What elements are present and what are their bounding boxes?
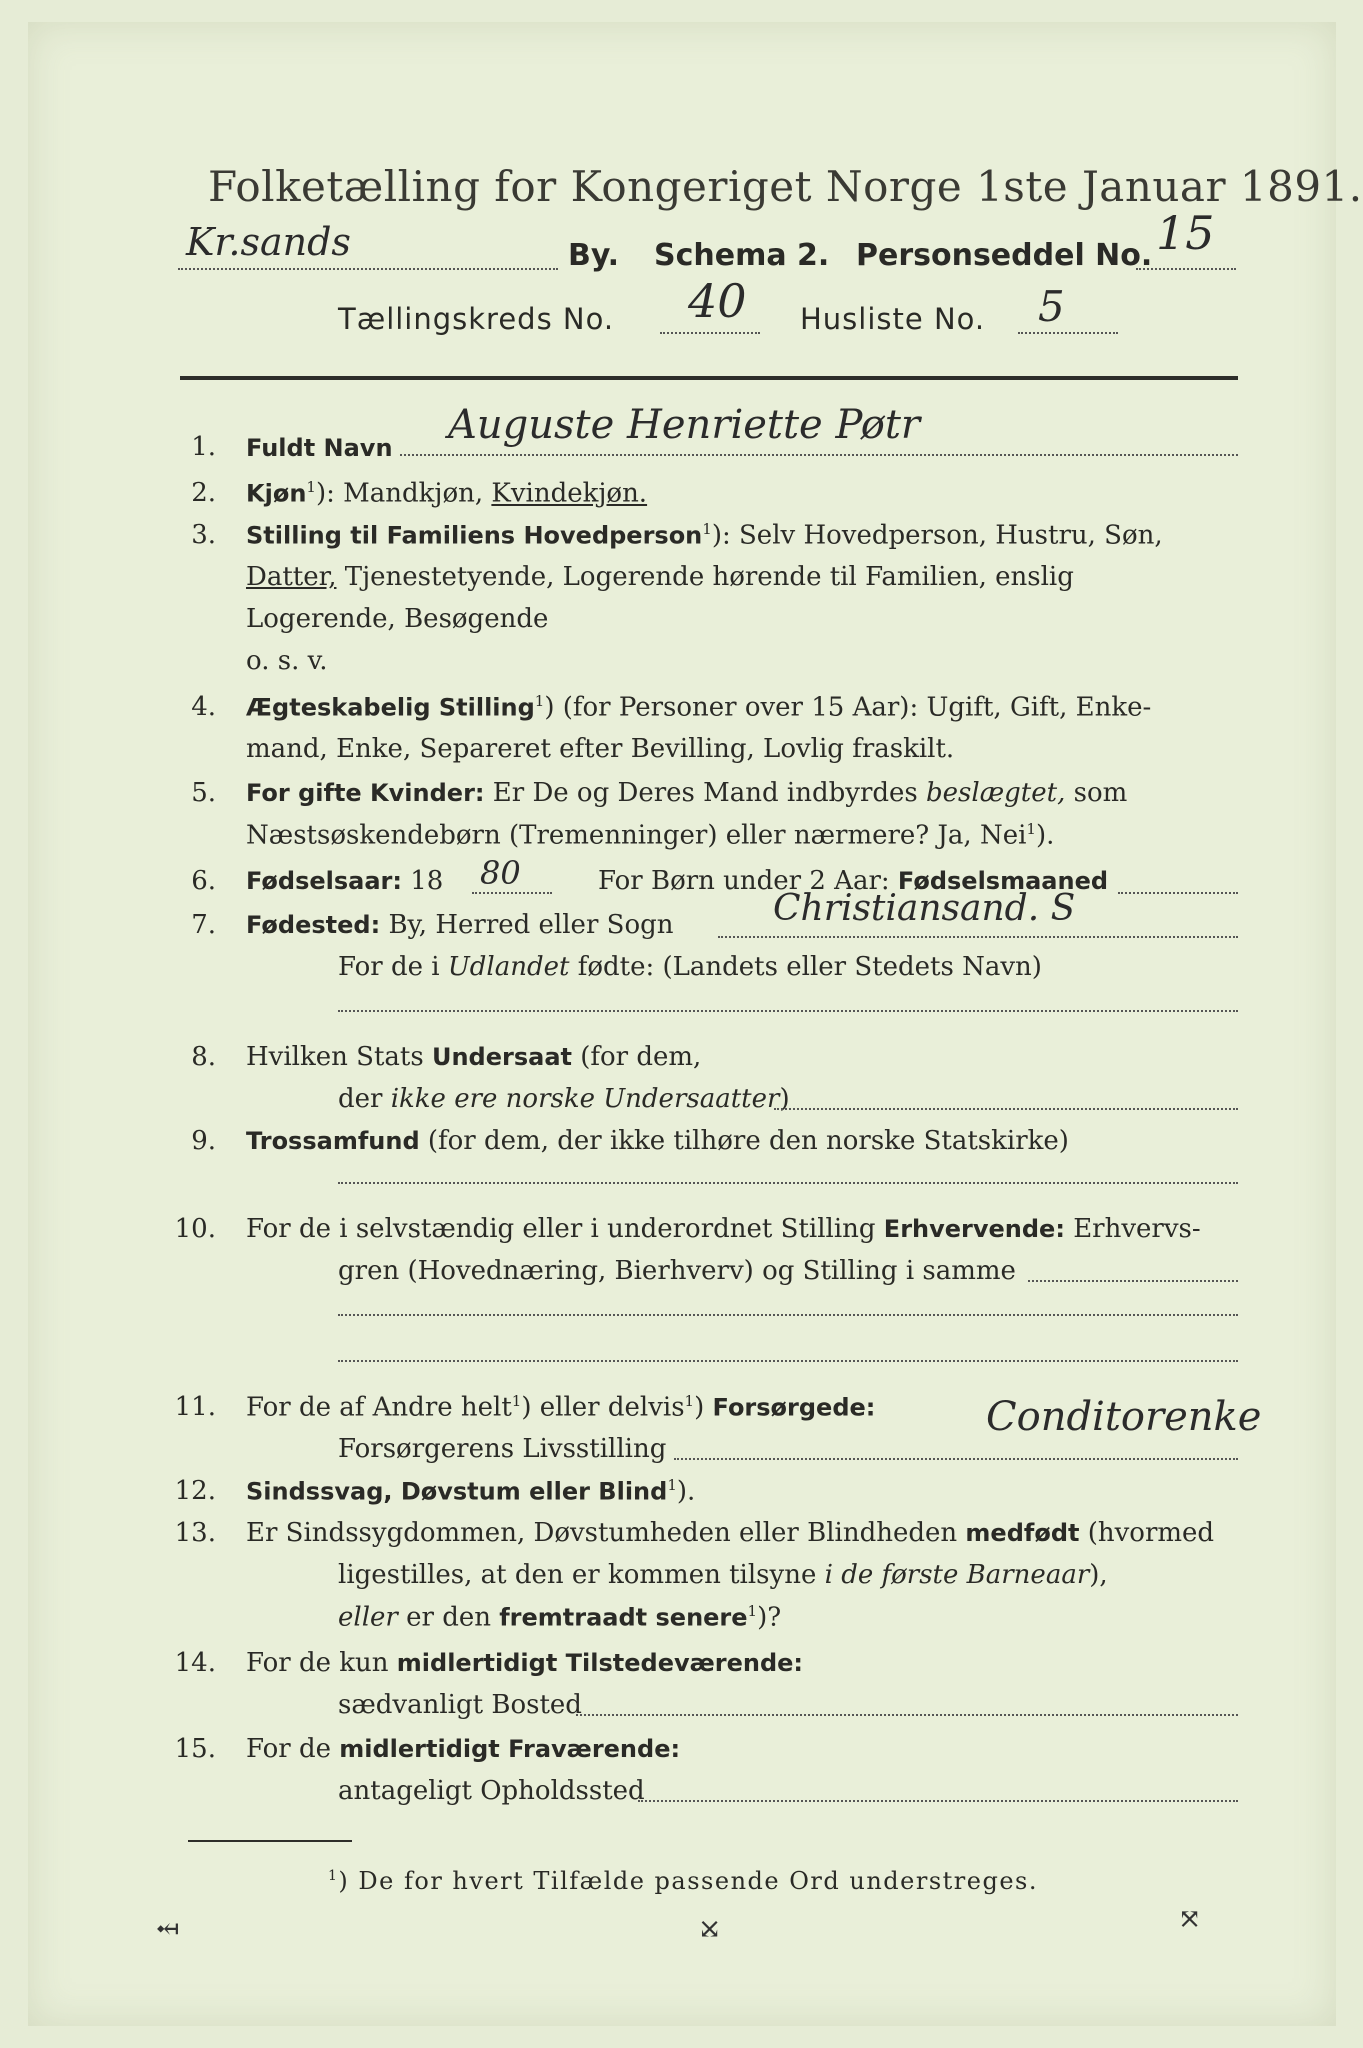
q5-line2-end: ).	[1035, 820, 1055, 851]
q11-sup-2: 1	[684, 1392, 695, 1410]
q7-foreign-dotted-line	[338, 1010, 1238, 1012]
q7-dotted-line	[718, 936, 1238, 938]
husliste-dotted-line	[1018, 332, 1118, 334]
q13-label2: fremtraadt senere	[499, 1603, 748, 1632]
q11-line1	[246, 1392, 875, 1423]
q10-number: 10.	[174, 1214, 216, 1244]
taellingskreds-label: Tællingskreds No.	[338, 302, 615, 336]
form-title: Folketælling for Kongeriget Norge 1ste Januar 1891.	[208, 162, 1363, 211]
q11-line1-a: For de af Andre helt	[246, 1392, 512, 1423]
q8-number: 8.	[191, 1042, 216, 1072]
q3-line2	[246, 562, 1074, 592]
q13-line3-a: er den	[397, 1602, 500, 1633]
q5-number: 5.	[191, 778, 216, 808]
q13-line2-italic: i de første Barneaar	[824, 1560, 1090, 1590]
q6-month-dotted-line	[1118, 892, 1238, 894]
q8-line2-b: )	[779, 1084, 790, 1114]
q8-line1-a: Hvilken Stats	[246, 1042, 432, 1072]
q3-line1	[246, 520, 1163, 551]
husliste-number: 5	[1038, 282, 1065, 331]
q1-number: 1.	[191, 432, 216, 462]
q12-end: ).	[676, 1476, 696, 1507]
footnote-text: ) De for hvert Tilfælde passende Ord understreges.	[338, 1867, 1038, 1895]
q2-choice-underlined: Kvindekjøn.	[491, 478, 648, 509]
q3-line2-rest: Tjenestetyende, Logerende hørende til Familien, enslig	[336, 562, 1074, 592]
q8-line2	[338, 1084, 790, 1114]
q5-line1	[246, 778, 1127, 808]
q13-number: 13.	[174, 1518, 216, 1548]
q15-line2: antageligt Opholdssted	[338, 1776, 645, 1806]
taellingskreds-dotted-line	[660, 332, 760, 334]
q2-line	[246, 478, 647, 509]
husliste-label: Husliste No.	[800, 302, 986, 336]
q14-label: midlertidigt Tilstedeværende:	[396, 1649, 804, 1677]
schema-label: Schema 2.	[654, 238, 830, 273]
q2-text: ): Mandkjøn,	[315, 478, 492, 509]
q4-line1-rest: ) (for Personer over 15 Aar): Ugift, Gift, Enke-	[544, 692, 1152, 723]
q6-label2: Fødselsmaaned	[897, 867, 1109, 895]
header-rule	[180, 376, 1238, 380]
q10-line1	[246, 1214, 1201, 1244]
footnote	[328, 1867, 1038, 1895]
q11-number: 11.	[174, 1392, 216, 1422]
q7-text: By, Herred eller Sogn	[380, 910, 674, 940]
q13-line2-a: ligestilles, at den er kommen tilsyne	[338, 1560, 825, 1590]
q11-answer-handwritten: Conditorenke	[986, 1394, 1262, 1440]
q1-answer-name: Auguste Henriette Pøtr	[448, 402, 921, 448]
registration-mark-left: ⤟	[156, 1912, 180, 1945]
q6-number: 6.	[191, 866, 216, 896]
q10-line1-a: For de i selvstændig eller i underordnet Stilling	[246, 1214, 884, 1244]
q15-dotted-line	[638, 1800, 1238, 1802]
q7-label: Fødested:	[246, 911, 381, 939]
q14-number: 14.	[174, 1648, 216, 1678]
q8-line2-a: der	[338, 1084, 391, 1114]
q6-year-prefix: 18	[402, 866, 444, 896]
q13-label: medfødt	[965, 1519, 1080, 1547]
q7-line1	[246, 910, 674, 940]
q13-line2	[338, 1560, 1108, 1590]
q14-line1-a: For de kun	[246, 1648, 397, 1678]
q3-line1-rest: ): Selv Hovedperson, Hustru, Søn,	[711, 520, 1163, 551]
q11-label: Forsørgede:	[712, 1393, 876, 1422]
q3-line4: o. s. v.	[246, 646, 328, 676]
personseddel-number: 15	[1156, 206, 1215, 260]
q5-line2-text: Næstsøskendebørn (Tremenninger) eller nærmere? Ja, Nei	[246, 820, 1027, 851]
q12-number: 12.	[174, 1476, 216, 1506]
q15-line1	[246, 1734, 680, 1764]
q1-label: Fuldt Navn	[246, 434, 393, 462]
q5-sup: 1	[1026, 820, 1036, 838]
q7-answer-birthplace: Christiansand. S	[773, 888, 1076, 929]
q5-label: For gifte Kvinder:	[246, 779, 485, 807]
q4-label: Ægteskabelig Stilling	[246, 693, 535, 722]
q9-dotted-line	[338, 1182, 1238, 1184]
q2-label: Kjøn	[246, 479, 307, 508]
q12-line	[246, 1476, 695, 1507]
q11-sup-1: 1	[511, 1392, 522, 1410]
q15-line1-a: For de	[246, 1734, 340, 1764]
q15-label: midlertidigt Fraværende:	[339, 1735, 681, 1763]
q8-line1	[246, 1042, 701, 1072]
q7-line2-b: fødte: (Landets eller Stedets Navn)	[569, 952, 1042, 982]
q3-label: Stilling til Familiens Hovedperson	[246, 521, 703, 550]
q13-line1	[246, 1518, 1214, 1548]
footnote-sup: 1	[328, 1868, 339, 1884]
q5-line1-italic: beslægtet,	[926, 778, 1066, 808]
by-label: By.	[568, 238, 620, 273]
q12-sup: 1	[667, 1476, 677, 1494]
q5-line1-a: Er De og Deres Mand indbyrdes	[484, 778, 927, 808]
q13-line3-italic: eller	[338, 1602, 398, 1633]
q2-number: 2.	[191, 478, 216, 508]
personseddel-label: Personseddel No.	[856, 238, 1153, 273]
q10-line1-b: Erhvervs-	[1064, 1214, 1201, 1244]
q4-number: 4.	[191, 692, 216, 722]
q7-line2	[338, 952, 1042, 982]
q8-line1-b: (for dem,	[571, 1042, 702, 1072]
q14-dotted-line	[576, 1714, 1238, 1716]
q13-line2-b: ),	[1089, 1560, 1108, 1590]
q7-number: 7.	[191, 910, 216, 940]
q1-dotted-line	[400, 454, 1238, 456]
q13-line3-b: )?	[757, 1602, 782, 1633]
q6-line	[246, 866, 443, 896]
q9-label: Trossamfund	[246, 1127, 420, 1155]
q10-label: Erhvervende:	[883, 1215, 1065, 1243]
q11-dotted-line	[674, 1458, 1238, 1460]
q15-number: 15.	[174, 1734, 216, 1764]
q5-line1-b: som	[1065, 778, 1128, 808]
q9-text: (for dem, der ikke tilhøre den norske Statskirke)	[419, 1126, 1069, 1156]
registration-mark-right: ⤧	[1178, 1902, 1202, 1935]
q13-line3	[338, 1602, 781, 1633]
q7-line2-a: For de i	[338, 952, 448, 982]
q7-line2-italic: Udlandet	[447, 952, 570, 982]
q3-choice-underlined: Datter,	[246, 562, 337, 592]
taellingskreds-number: 40	[688, 274, 747, 328]
q6-rest-text: For Børn under 2 Aar:	[598, 866, 898, 896]
q11-line2: Forsørgerens Livsstilling	[338, 1434, 667, 1464]
q14-line2: sædvanligt Bosted	[338, 1690, 582, 1720]
q8-dotted-line	[774, 1108, 1238, 1110]
q9-number: 9.	[191, 1126, 216, 1156]
q13-sup: 1	[747, 1602, 758, 1620]
q4-sup: 1	[534, 692, 545, 710]
q3-line3: Logerende, Besøgende	[246, 604, 549, 634]
q9-line	[246, 1126, 1069, 1156]
q4-line1	[246, 692, 1151, 723]
q4-line2: mand, Enke, Separeret efter Bevilling, Lovlig fraskilt.	[246, 734, 955, 764]
q2-sup: 1	[306, 478, 316, 496]
q10-line2: gren (Hovednæring, Bierhverv) og Stilling i samme	[338, 1256, 1016, 1286]
q10-dotted-line-3	[338, 1360, 1238, 1362]
q8-label: Undersaat	[431, 1043, 572, 1071]
q6-year-dotted-line	[472, 892, 552, 894]
census-form	[28, 22, 1363, 2026]
q10-dotted-line-2	[338, 1314, 1238, 1316]
q8-line2-italic: ikke ere norske Undersaatter	[390, 1084, 780, 1114]
town-name-handwritten: Kr.sands	[186, 220, 351, 264]
q13-line1-b: (hvormed	[1079, 1518, 1215, 1548]
q14-line1	[246, 1648, 803, 1678]
q12-label: Sindssvag, Døvstum eller Blind	[246, 1477, 668, 1506]
town-dotted-line	[178, 268, 558, 270]
q11-line1-b: ) eller delvis	[521, 1392, 685, 1423]
q6-year-handwritten: 80	[480, 854, 521, 892]
q6-label: Fødselsaar:	[246, 867, 402, 895]
q13-line1-a: Er Sindssygdommen, Døvstumheden eller Blindheden	[246, 1518, 966, 1548]
personseddel-dotted-line	[1136, 268, 1236, 270]
q5-line2	[246, 820, 1054, 851]
q11-line1-c: )	[694, 1392, 713, 1423]
registration-mark-center: ⤩	[698, 1912, 722, 1945]
footnote-rule	[188, 1840, 352, 1842]
q3-number: 3.	[191, 520, 216, 550]
q10-dotted-line-1	[1028, 1280, 1238, 1282]
q3-sup: 1	[702, 520, 712, 538]
